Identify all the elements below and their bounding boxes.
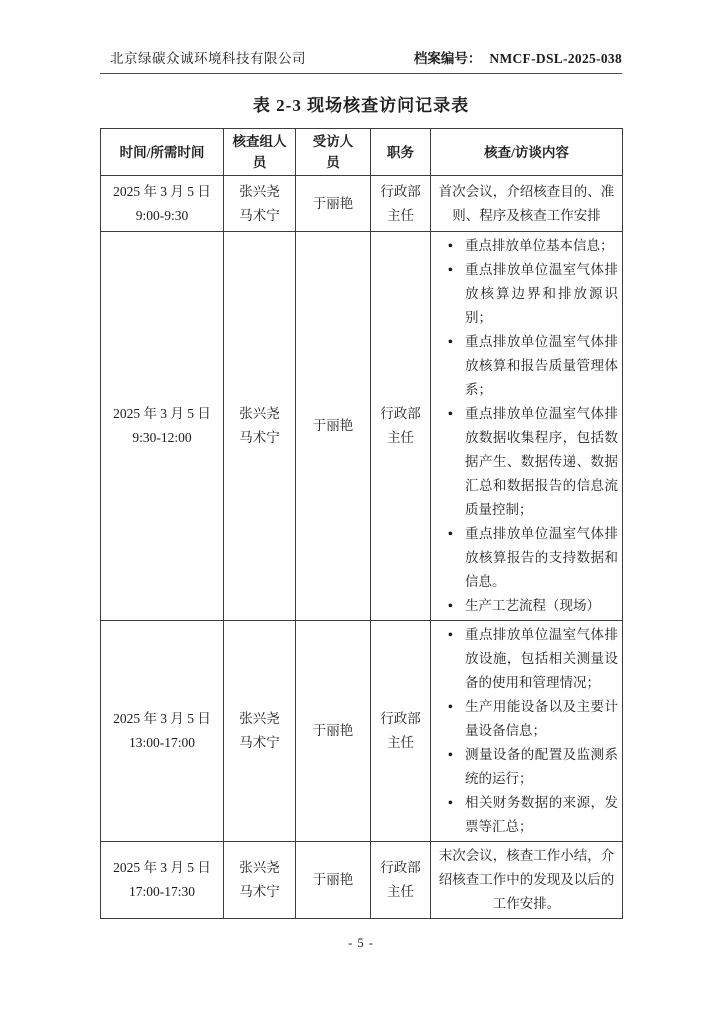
date-text: 2025 年 3 月 5 日 — [113, 183, 211, 199]
archive-number: NMCF-DSL-2025-038 — [489, 51, 622, 66]
team-cell — [224, 842, 296, 919]
content-cell: 末次会议，核查工作小结，介绍核查工作中的发现及以后的工作安排。 — [431, 842, 623, 919]
team-cell — [224, 621, 296, 842]
position-line: 主任 — [387, 884, 414, 899]
time-range-text: 17:00-17:30 — [129, 884, 195, 899]
position-line: 行政部 — [380, 711, 421, 726]
header-label-position: 职务 — [387, 144, 414, 160]
bullet-item: • 生产工艺流程（现场） — [435, 594, 618, 618]
header-cell-position — [371, 129, 431, 176]
team-member: 马术宁 — [239, 207, 280, 223]
position-cell — [371, 621, 431, 842]
position-cell — [371, 232, 431, 621]
header-cell-interviewee — [296, 129, 371, 176]
bullet-item: • 重点排放单位温室气体排放数据收集程序，包括数据产生、数据传递、数据汇总和数据报告的信息流质量控制； — [435, 402, 618, 522]
content-cell: 首次会议，介绍核查目的、准则、程序及核查工作安排 — [431, 176, 623, 232]
table-row — [101, 621, 623, 842]
header-label-content: 核查/访谈内容 — [484, 144, 569, 160]
content-cell — [431, 232, 623, 621]
page-content — [100, 50, 622, 919]
team-member: 马术宁 — [239, 735, 280, 750]
company-name: 北京绿碳众诚环境科技有限公司 — [110, 51, 306, 66]
bullet-item: • 生产用能设备以及主要计量设备信息； — [435, 695, 618, 743]
time-range-text: 13:00-17:00 — [129, 735, 195, 750]
bullet-item: • 相关财务数据的来源，发票等汇总； — [435, 791, 618, 839]
time-cell — [101, 232, 224, 621]
time-cell — [101, 842, 224, 919]
verification-topics-list — [435, 623, 618, 839]
bullet-item: • 重点排放单位温室气体排放设施，包括相关测量设备的使用和管理情况； — [435, 623, 618, 695]
table-row — [101, 842, 623, 919]
interviewee-cell: 于丽艳 — [296, 621, 371, 842]
header-label-interviewee: 受访人员 — [312, 134, 354, 170]
table-title: 表 2-3 现场核查访问记录表 — [252, 96, 470, 115]
position-line: 行政部 — [380, 406, 421, 421]
position-line: 主任 — [387, 735, 414, 750]
bullet-item: • 重点排放单位基本信息； — [435, 234, 618, 258]
team-cell — [224, 232, 296, 621]
position-line: 行政部 — [380, 183, 421, 199]
interviewee-cell: 于丽艳 — [296, 232, 371, 621]
position-line: 行政部 — [380, 860, 421, 875]
time-cell — [101, 176, 224, 232]
header-label-team: 核查组人员 — [232, 134, 287, 170]
bullet-item: • 重点排放单位温室气体排放核算和报告质量管理体系； — [435, 330, 618, 402]
running-header — [100, 50, 622, 74]
archive-number-group — [414, 50, 622, 68]
team-member: 张兴尧 — [239, 860, 280, 875]
position-line: 主任 — [387, 207, 414, 223]
verification-topics-list — [435, 234, 618, 618]
bullet-item: • 测量设备的配置及监测系统的运行； — [435, 743, 618, 791]
interviewee-cell: 于丽艳 — [296, 176, 371, 232]
table-row — [101, 232, 623, 621]
time-cell — [101, 621, 224, 842]
date-text: 2025 年 3 月 5 日 — [113, 711, 211, 726]
time-range-text: 9:00-9:30 — [135, 207, 189, 223]
bullet-item: • 重点排放单位温室气体排放核算边界和排放源识别； — [435, 258, 618, 330]
date-text: 2025 年 3 月 5 日 — [113, 860, 211, 875]
archive-label: 档案编号： — [413, 51, 482, 66]
header-cell-time — [101, 129, 224, 176]
position-line: 主任 — [387, 430, 414, 445]
time-range-text: 9:30-12:00 — [132, 430, 192, 445]
team-member: 马术宁 — [239, 884, 280, 899]
site-visit-record-table — [100, 128, 623, 919]
date-text: 2025 年 3 月 5 日 — [113, 406, 211, 421]
team-member: 张兴尧 — [239, 183, 280, 199]
team-member: 张兴尧 — [239, 711, 280, 726]
team-cell — [224, 176, 296, 232]
page-number: - 5 - — [348, 936, 374, 950]
header-cell-content — [431, 129, 623, 176]
bullet-item: • 重点排放单位温室气体排放核算报告的支持数据和信息。 — [435, 522, 618, 594]
position-cell — [371, 842, 431, 919]
position-cell — [371, 176, 431, 232]
table-header-row — [101, 129, 623, 176]
header-label-time: 时间/所需时间 — [119, 144, 205, 160]
team-member: 张兴尧 — [239, 406, 280, 421]
content-cell — [431, 621, 623, 842]
team-member: 马术宁 — [239, 430, 280, 445]
header-cell-team — [224, 129, 296, 176]
table-row — [101, 176, 623, 232]
interviewee-cell: 于丽艳 — [296, 842, 371, 919]
